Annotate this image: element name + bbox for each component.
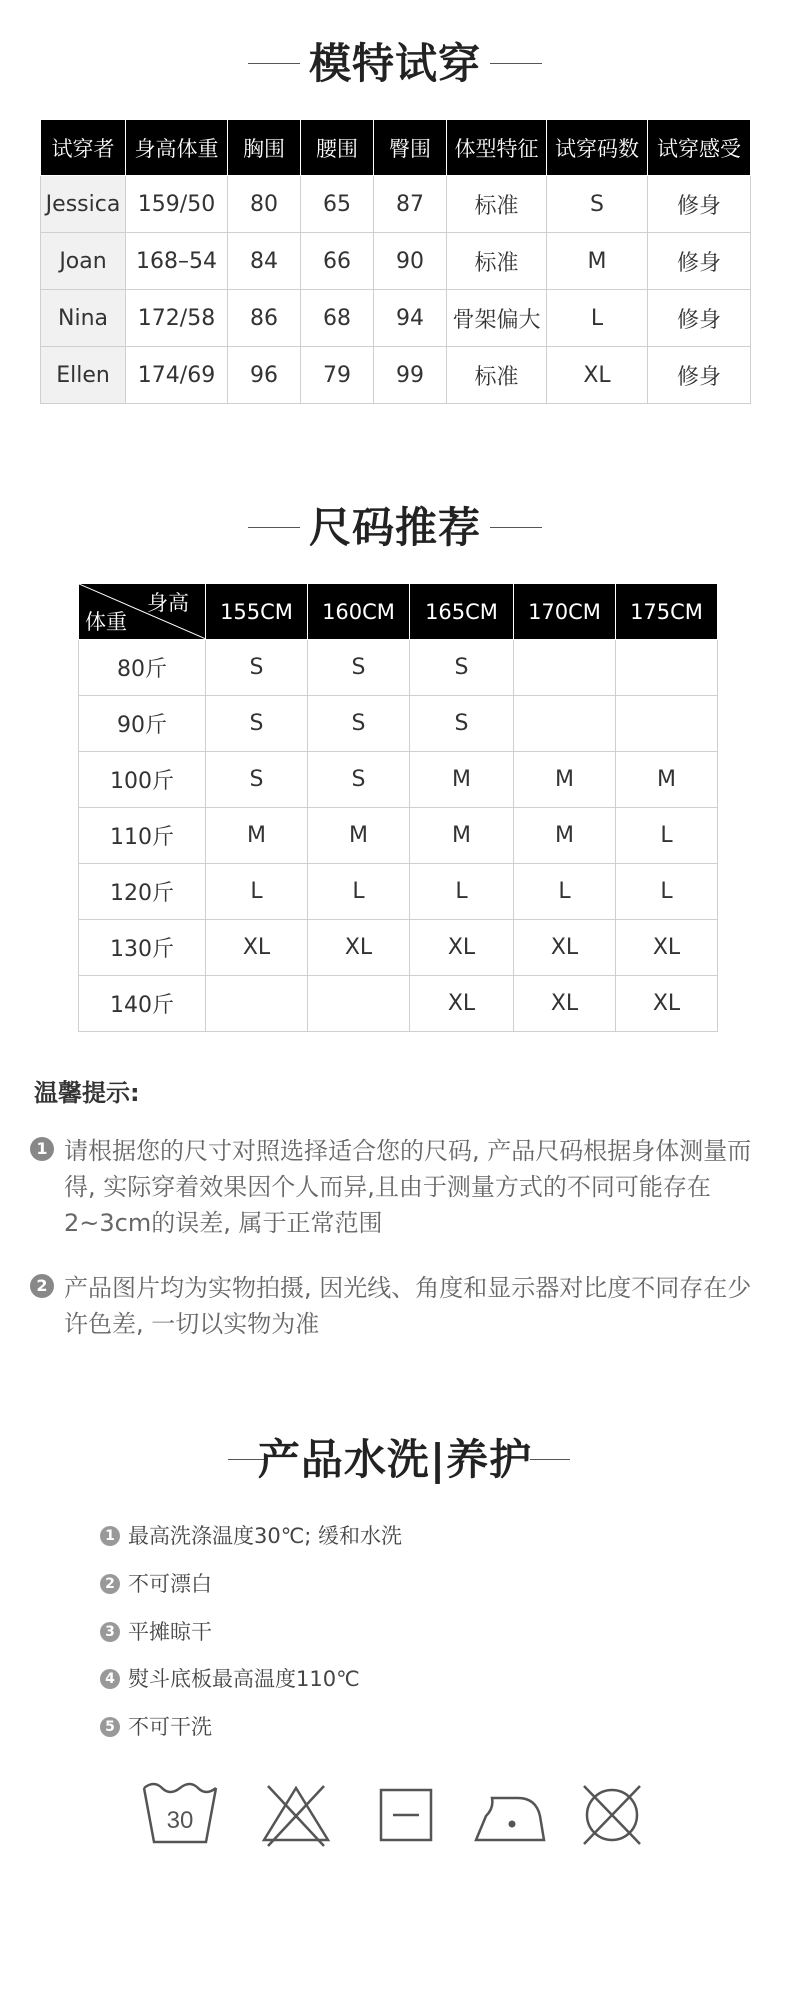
fitting-cell: 84 xyxy=(228,233,301,290)
fitting-cell: 90 xyxy=(374,233,447,290)
model-name-cell: Ellen xyxy=(41,347,126,404)
no-dry-clean-icon xyxy=(572,1780,652,1850)
fitting-cell: 87 xyxy=(374,176,447,233)
fitting-row xyxy=(41,290,751,347)
tips-title: 温馨提示: xyxy=(34,1079,140,1107)
size-cell: L xyxy=(308,864,410,920)
size-title: 尺码推荐 xyxy=(308,503,481,552)
size-row xyxy=(79,640,718,696)
size-cell: L xyxy=(616,864,718,920)
size-cell: S xyxy=(206,696,308,752)
size-row xyxy=(79,920,718,976)
weight-cell: 100斤 xyxy=(79,752,206,808)
size-row xyxy=(79,752,718,808)
tip-text: 请根据您的尺寸对照选择适合您的尺码, 产品尺码根据身体测量而得, 实际穿着效果因个人而异,且由于测量方式的不同可能存在2~3cm的误差, 属于正常范围 xyxy=(64,1137,752,1237)
size-cell xyxy=(308,976,410,1032)
wash-temp-label: 30 xyxy=(166,1807,194,1834)
header-cell: 试穿码数 xyxy=(547,120,648,176)
size-cell xyxy=(514,696,616,752)
size-cell: XL xyxy=(308,920,410,976)
weight-cell: 120斤 xyxy=(79,864,206,920)
tip-number-icon: 1 xyxy=(30,1137,54,1161)
size-cell: M xyxy=(514,808,616,864)
fitting-cell: XL xyxy=(547,347,648,404)
fitting-cell: 159/50 xyxy=(126,176,228,233)
size-cell: S xyxy=(410,640,514,696)
care-text: 平摊晾干 xyxy=(128,1620,212,1644)
corner-cell xyxy=(79,584,206,640)
fitting-header-row xyxy=(41,120,751,176)
size-cell: XL xyxy=(514,976,616,1032)
fitting-cell: 172/58 xyxy=(126,290,228,347)
size-cell: S xyxy=(206,640,308,696)
iron-low-icon xyxy=(470,1780,550,1850)
care-number-icon: 1 xyxy=(100,1526,120,1546)
fitting-cell: 修身 xyxy=(648,290,751,347)
fitting-cell: 修身 xyxy=(648,347,751,404)
care-section-title xyxy=(0,1430,790,1490)
height-header: 170CM xyxy=(514,584,616,640)
fitting-cell: 174/69 xyxy=(126,347,228,404)
weight-cell: 90斤 xyxy=(79,696,206,752)
size-cell: S xyxy=(308,752,410,808)
header-cell: 身高体重 xyxy=(126,120,228,176)
header-cell: 胸围 xyxy=(228,120,301,176)
care-text: 不可漂白 xyxy=(128,1572,212,1596)
weight-cell: 110斤 xyxy=(79,808,206,864)
corner-height-label: 身高 xyxy=(147,591,189,615)
weight-cell: 140斤 xyxy=(79,976,206,1032)
fitting-cell: 66 xyxy=(301,233,374,290)
no-bleach-icon xyxy=(256,1780,336,1850)
model-name-cell: Joan xyxy=(41,233,126,290)
care-title: 产品水洗|养护 xyxy=(257,1435,533,1484)
size-cell: S xyxy=(308,640,410,696)
tip-text: 产品图片均为实物拍摄, 因光线、角度和显示器对比度不同存在少许色差, 一切以实物为准 xyxy=(64,1274,752,1338)
fitting-cell: 标准 xyxy=(447,176,547,233)
size-cell: S xyxy=(308,696,410,752)
care-number-icon: 2 xyxy=(100,1574,120,1594)
height-header: 160CM xyxy=(308,584,410,640)
height-header: 165CM xyxy=(410,584,514,640)
corner-weight-label: 体重 xyxy=(85,610,127,634)
size-cell: M xyxy=(410,752,514,808)
size-header-row xyxy=(79,584,718,640)
size-row xyxy=(79,864,718,920)
fitting-section-title xyxy=(0,34,790,94)
header-cell: 试穿感受 xyxy=(648,120,751,176)
weight-cell: 130斤 xyxy=(79,920,206,976)
size-cell: L xyxy=(410,864,514,920)
dry-flat-icon xyxy=(366,1780,446,1850)
size-cell: XL xyxy=(616,920,718,976)
fitting-cell: 86 xyxy=(228,290,301,347)
model-fitting-table xyxy=(40,119,751,404)
fitting-cell: 68 xyxy=(301,290,374,347)
care-text: 最高洗涤温度30℃; 缓和水洗 xyxy=(128,1524,403,1548)
header-cell: 体型特征 xyxy=(447,120,547,176)
header-cell: 臀围 xyxy=(374,120,447,176)
fitting-cell: 标准 xyxy=(447,347,547,404)
size-cell xyxy=(616,640,718,696)
size-row xyxy=(79,808,718,864)
size-cell: S xyxy=(206,752,308,808)
model-name-cell: Nina xyxy=(41,290,126,347)
fitting-row xyxy=(41,176,751,233)
size-cell: M xyxy=(616,752,718,808)
fitting-cell: 标准 xyxy=(447,233,547,290)
size-cell: XL xyxy=(410,920,514,976)
size-cell: XL xyxy=(616,976,718,1032)
height-header: 175CM xyxy=(616,584,718,640)
fitting-cell: 79 xyxy=(301,347,374,404)
care-number-icon: 5 xyxy=(100,1717,120,1737)
size-cell: L xyxy=(206,864,308,920)
fitting-cell: M xyxy=(547,233,648,290)
size-cell: S xyxy=(410,696,514,752)
fitting-cell: 修身 xyxy=(648,233,751,290)
size-cell: XL xyxy=(514,920,616,976)
size-row xyxy=(79,976,718,1032)
size-cell: M xyxy=(410,808,514,864)
weight-cell: 80斤 xyxy=(79,640,206,696)
care-number-icon: 3 xyxy=(100,1622,120,1642)
care-number-icon: 4 xyxy=(100,1669,120,1689)
size-cell xyxy=(206,976,308,1032)
fitting-cell: 65 xyxy=(301,176,374,233)
fitting-row xyxy=(41,233,751,290)
fitting-row xyxy=(41,347,751,404)
size-cell: XL xyxy=(206,920,308,976)
size-recommendation-table xyxy=(78,583,718,1032)
size-cell: M xyxy=(206,808,308,864)
fitting-cell: 修身 xyxy=(648,176,751,233)
header-cell: 腰围 xyxy=(301,120,374,176)
fitting-cell: 骨架偏大 xyxy=(447,290,547,347)
fitting-cell: 168–54 xyxy=(126,233,228,290)
size-cell: L xyxy=(514,864,616,920)
fitting-cell: L xyxy=(547,290,648,347)
fitting-cell: 96 xyxy=(228,347,301,404)
size-cell: M xyxy=(514,752,616,808)
wash-30-icon xyxy=(140,1780,220,1850)
height-header: 155CM xyxy=(206,584,308,640)
size-cell xyxy=(616,696,718,752)
size-cell xyxy=(514,640,616,696)
header-cell: 试穿者 xyxy=(41,120,126,176)
size-cell: M xyxy=(308,808,410,864)
care-text: 不可干洗 xyxy=(128,1715,212,1739)
size-cell: L xyxy=(616,808,718,864)
fitting-cell: 80 xyxy=(228,176,301,233)
fitting-title: 模特试穿 xyxy=(308,39,481,88)
tip-number-icon: 2 xyxy=(30,1274,54,1298)
fitting-cell: 94 xyxy=(374,290,447,347)
model-name-cell: Jessica xyxy=(41,176,126,233)
fitting-cell: S xyxy=(547,176,648,233)
size-section-title xyxy=(0,498,790,558)
size-row xyxy=(79,696,718,752)
care-text: 熨斗底板最高温度110℃ xyxy=(128,1667,360,1691)
size-cell: XL xyxy=(410,976,514,1032)
fitting-cell: 99 xyxy=(374,347,447,404)
